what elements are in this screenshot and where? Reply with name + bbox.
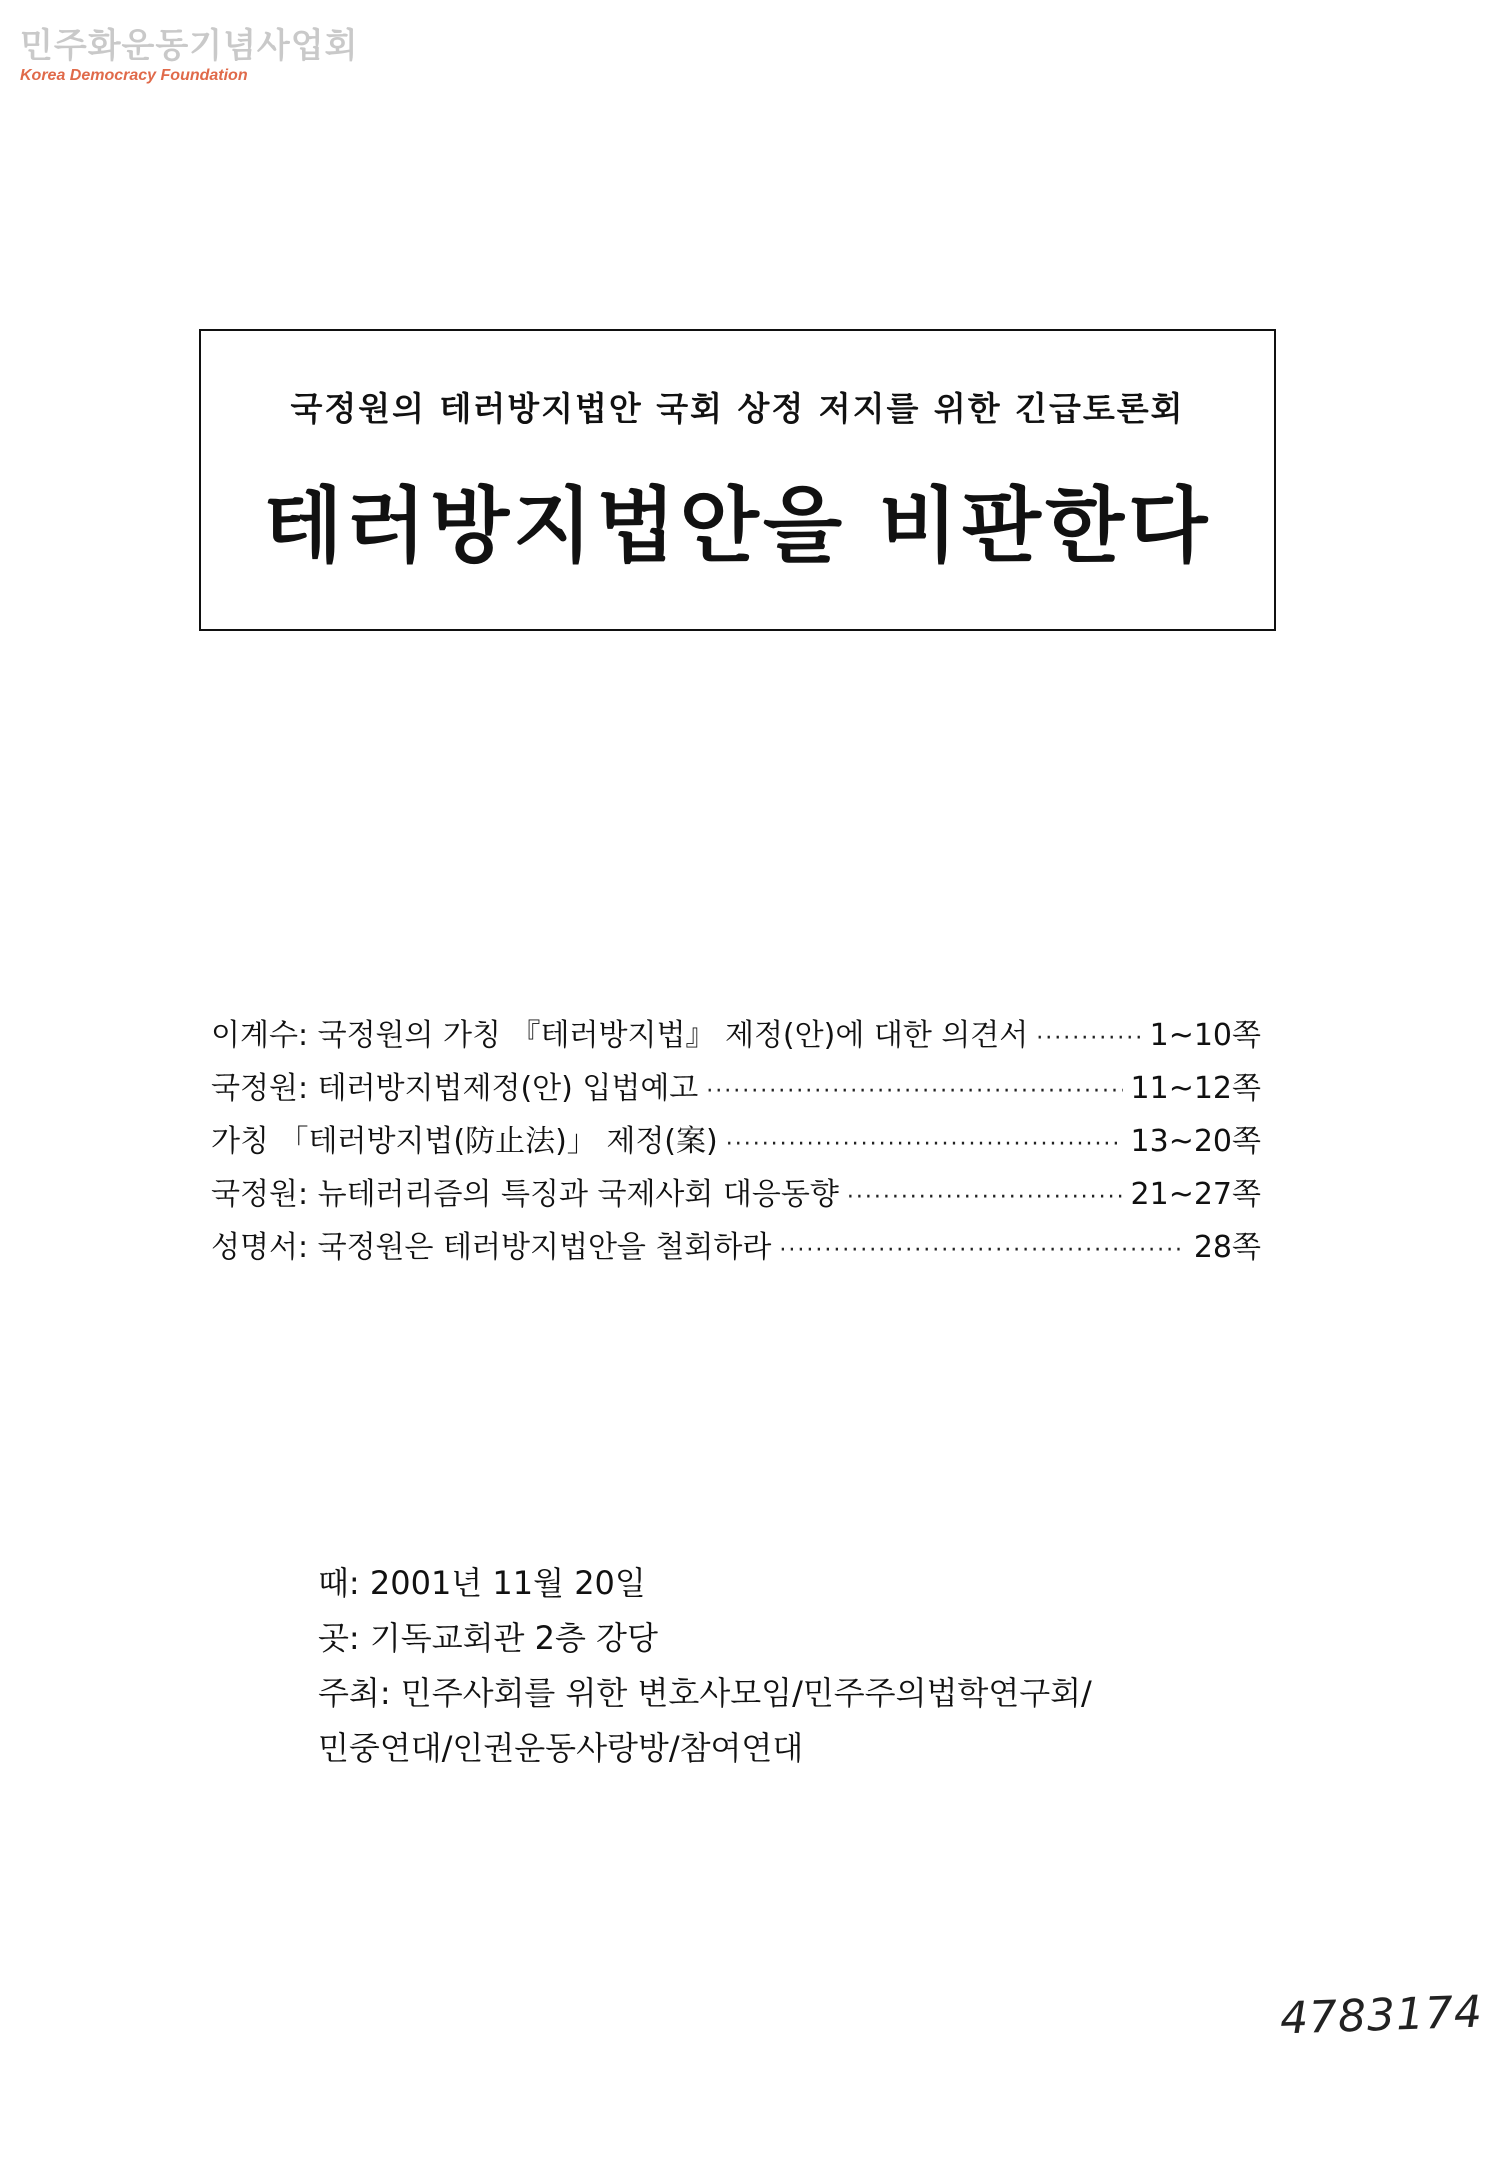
toc-item-title: 가칭 「테러방지법(防止法)」 제정(案) bbox=[211, 1124, 718, 1159]
event-date: 때: 2001년 11월 20일 bbox=[318, 1564, 646, 1602]
toc-leader-dots bbox=[847, 1185, 1123, 1210]
event-details bbox=[318, 1558, 1218, 1778]
event-host-line-2: 민중연대/인권운동사랑방/참여연대 bbox=[318, 1729, 804, 1767]
toc-leader-dots bbox=[726, 1132, 1123, 1157]
toc-item-page: 11~12쪽 bbox=[1130, 1071, 1261, 1106]
toc-item bbox=[211, 1222, 1261, 1275]
toc-item-title: 이계수: 국정원의 가칭 『테러방지법』 제정(안)에 대한 의견서 bbox=[211, 1018, 1029, 1053]
event-host-line-1: 주최: 민주사회를 위한 변호사모임/민주주의법학연구회/ bbox=[318, 1674, 1092, 1712]
toc-leader-dots bbox=[1036, 1026, 1141, 1051]
toc-item-page: 21~27쪽 bbox=[1130, 1177, 1261, 1212]
toc-item-page: 13~20쪽 bbox=[1130, 1124, 1261, 1159]
toc-item-page: 28쪽 bbox=[1193, 1230, 1261, 1265]
foundation-watermark bbox=[20, 26, 359, 86]
watermark-english: Korea Democracy Foundation bbox=[20, 67, 248, 84]
handwritten-archive-number: 4783174 bbox=[1279, 1986, 1484, 2045]
toc-item bbox=[211, 1116, 1261, 1169]
table-of-contents bbox=[211, 1010, 1261, 1275]
watermark-korean: 민주화운동기념사업회 bbox=[20, 26, 359, 66]
toc-leader-dots bbox=[706, 1079, 1122, 1104]
event-place: 곳: 기독교회관 2층 강당 bbox=[318, 1619, 658, 1657]
toc-item-page: 1~10쪽 bbox=[1149, 1018, 1261, 1053]
toc-item-title: 국정원: 뉴테러리즘의 특징과 국제사회 대응동향 bbox=[211, 1177, 839, 1212]
toc-item bbox=[211, 1169, 1261, 1222]
toc-item bbox=[211, 1063, 1261, 1116]
toc-item-title: 성명서: 국정원은 테러방지법안을 철회하라 bbox=[211, 1230, 772, 1265]
title-box bbox=[199, 329, 1276, 631]
toc-leader-dots bbox=[779, 1238, 1185, 1263]
toc-item-title: 국정원: 테러방지법제정(안) 입법예고 bbox=[211, 1071, 699, 1106]
event-subtitle: 국정원의 테러방지법안 국회 상정 저지를 위한 긴급토론회 bbox=[290, 389, 1185, 428]
toc-item bbox=[211, 1010, 1261, 1063]
document-title: 테러방지법안을 비판한다 bbox=[263, 479, 1212, 574]
